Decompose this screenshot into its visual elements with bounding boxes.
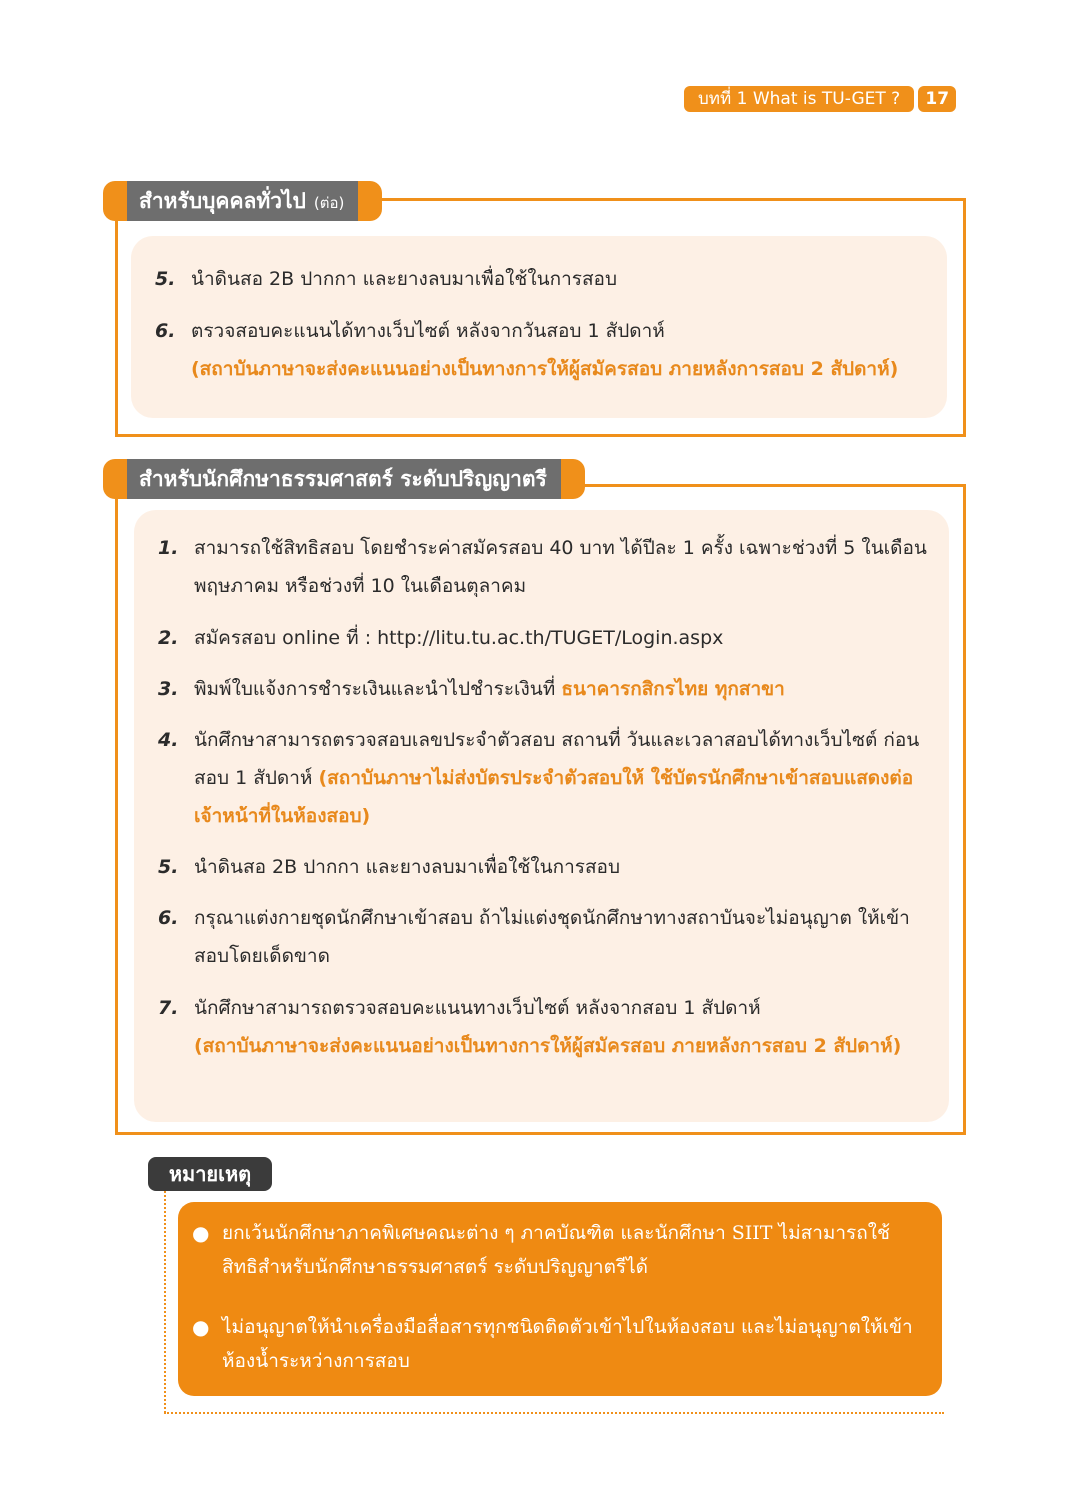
- item-text-main: นักศึกษาสามารถตรวจสอบเลขประจำตัวสอบ สถานที่ วันและเวลาสอบได้ทางเว็บไซต์ ก่อนสอบ 1 สัปดาห์: [194, 729, 920, 789]
- note-dotted-border-bottom: [164, 1412, 944, 1414]
- tab-left-cap: [103, 459, 127, 499]
- section1-panel: [131, 236, 947, 418]
- note-item: [192, 1310, 918, 1378]
- section1-title-text: สำหรับบุคคลทั่วไป: [139, 189, 306, 213]
- tab-right-cap: [561, 459, 585, 499]
- section2-panel: [134, 510, 949, 1122]
- item-number: 3.: [158, 678, 179, 700]
- note-title: หมายเหตุ: [148, 1157, 272, 1191]
- item-text-main: ตรวจสอบคะแนนได้ทางเว็บไซต์ หลังจากวันสอบ 1 สัปดาห์: [191, 320, 665, 342]
- item-text-main: นักศึกษาสามารถตรวจสอบคะแนนทางเว็บไซต์ หลังจากสอบ 1 สัปดาห์: [194, 997, 761, 1019]
- note-item-text: ยกเว้นนักศึกษาภาคพิเศษคณะต่าง ๆ ภาคบัณฑิต และนักศึกษา SIIT ไม่สามารถใช้สิทธิสำหรับนักศึกษาธรรมศาสตร์ ระดับปริญญาตรีได้: [222, 1222, 890, 1278]
- item-text: สามารถใช้สิทธิสอบ โดยชำระค่าสมัครสอบ 40 บาท ได้ปีละ 1 ครั้ง เฉพาะช่วงที่ 5 ในเดือนพฤษภาคม หรือช่วงที่ 10 ในเดือนตุลาคม: [194, 537, 927, 597]
- item-text: [194, 989, 929, 1065]
- item-text-main: พิมพ์ใบแจ้งการชำระเงินและนำไปชำระเงินที่: [194, 678, 556, 700]
- tab-right-cap: [358, 181, 382, 221]
- item-highlight: (สถาบันภาษาจะส่งคะแนนอย่างเป็นทางการให้ผู้สมัครสอบ ภายหลังการสอบ 2 สัปดาห์): [191, 358, 899, 380]
- note-box: [178, 1202, 942, 1396]
- item-highlight: (สถาบันภาษาไม่ส่งบัตรประจำตัวสอบให้ ใช้บัตรนักศึกษาเข้าสอบแสดงต่อเจ้าหน้าที่ในห้องสอบ): [194, 767, 914, 827]
- item-text: นำดินสอ 2B ปากกา และยางลบมาเพื่อใช้ในการสอบ: [191, 268, 618, 290]
- section2-title: สำหรับนักศึกษาธรรมศาสตร์ ระดับปริญญาตรี: [127, 459, 561, 499]
- section1-tab: [103, 181, 382, 221]
- item-number: 2.: [158, 627, 179, 649]
- item-number: 6.: [155, 320, 176, 342]
- list-item: [158, 989, 929, 1065]
- item-number: 1.: [158, 537, 179, 559]
- item-number: 7.: [158, 997, 179, 1019]
- note-item-text: ไม่อนุญาตให้นำเครื่องมือสื่อสารทุกชนิดติดตัวเข้าไปในห้องสอบ และไม่อนุญาตให้เข้าห้องน้ำระหว่างการสอบ: [222, 1316, 913, 1372]
- list-item: [158, 848, 929, 886]
- item-text: [194, 670, 929, 708]
- page-number: 17: [918, 86, 956, 112]
- item-text: นำดินสอ 2B ปากกา และยางลบมาเพื่อใช้ในการสอบ: [194, 856, 621, 878]
- item-number: 6.: [158, 907, 179, 929]
- item-highlight: ธนาคารกสิกรไทย ทุกสาขา: [561, 678, 785, 700]
- item-text: กรุณาแต่งกายชุดนักศึกษาเข้าสอบ ถ้าไม่แต่งชุดนักศึกษาทางสถาบันจะไม่อนุญาต ให้เข้าสอบโดยเด็ดขาด: [194, 907, 910, 967]
- item-text: [194, 721, 929, 835]
- item-text: [191, 312, 927, 388]
- section2-tab: [103, 459, 585, 499]
- section1-title-suffix: (ต่อ): [313, 194, 345, 212]
- item-number: 5.: [158, 856, 179, 878]
- list-item: [158, 670, 929, 708]
- note-item: [192, 1216, 918, 1284]
- list-item: [155, 312, 927, 388]
- list-item: [158, 899, 929, 975]
- list-item: [158, 721, 929, 835]
- bullet-icon: ●: [192, 1315, 210, 1339]
- item-highlight: (สถาบันภาษาจะส่งคะแนนอย่างเป็นทางการให้ผู้สมัครสอบ ภายหลังการสอบ 2 สัปดาห์): [194, 1035, 902, 1057]
- list-item: [155, 260, 927, 298]
- list-item: [158, 529, 929, 605]
- item-number: 5.: [155, 268, 176, 290]
- note-dotted-border-left: [164, 1191, 166, 1413]
- chapter-label: บทที่ 1 What is TU-GET ?: [684, 86, 914, 112]
- page-header: [684, 86, 956, 112]
- item-text: สมัครสอบ online ที่ : http://litu.tu.ac.th/TUGET/Login.aspx: [194, 627, 724, 649]
- bullet-icon: ●: [192, 1221, 210, 1245]
- item-number: 4.: [158, 729, 179, 751]
- section1-title: [127, 181, 358, 221]
- list-item: [158, 619, 929, 657]
- tab-left-cap: [103, 181, 127, 221]
